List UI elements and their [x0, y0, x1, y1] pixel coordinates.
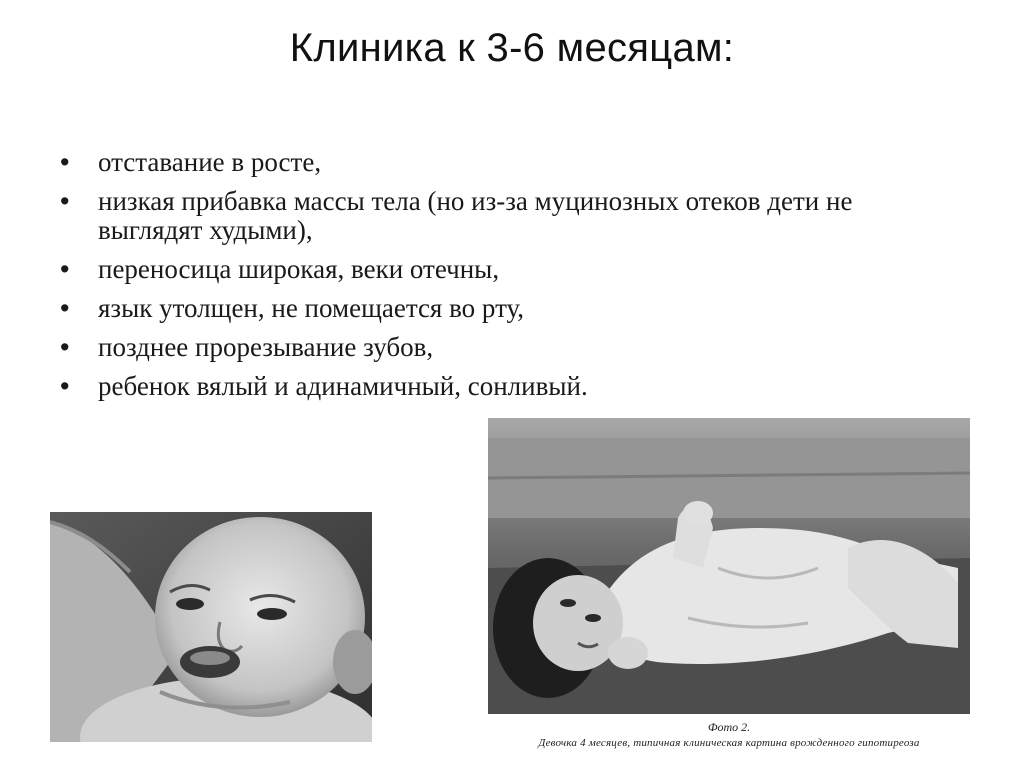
- bullet-item: [60, 255, 960, 284]
- bullet-marker: •: [60, 186, 70, 216]
- slide-title: Клиника к 3-6 месяцам:: [289, 26, 735, 70]
- bullet-text: переносица широкая, веки отечны,: [98, 254, 500, 284]
- bullet-item: [60, 294, 960, 323]
- bullet-text: позднее прорезывание зубов,: [98, 332, 434, 362]
- photo-caption-text: Девочка 4 месяцев, типичная клиническая картина врожденного гипотиреоза: [538, 737, 920, 749]
- bullet-marker: •: [60, 254, 70, 284]
- infant-face-photo: [50, 512, 372, 742]
- bullet-marker: •: [60, 332, 70, 362]
- bullet-text: ребенок вялый и адинамичный, сонливый.: [98, 371, 588, 401]
- bullet-text: низкая прибавка массы тела (но из-за муцинозных отеков дети не выглядят худыми),: [98, 186, 853, 245]
- bullet-item: [60, 372, 960, 401]
- infant-lying-illustration: [488, 418, 970, 714]
- bullet-item: [60, 187, 960, 245]
- infant-face-illustration: [50, 512, 372, 742]
- bullet-item: [60, 148, 960, 177]
- bullet-item: [60, 333, 960, 362]
- bullet-marker: •: [60, 147, 70, 177]
- bullet-marker: •: [60, 293, 70, 323]
- bullet-text: отставание в росте,: [98, 147, 322, 177]
- photo-caption-number: Фото 2.: [707, 720, 751, 734]
- bullet-list: [60, 148, 960, 411]
- bullet-text: язык утолщен, не помещается во рту,: [98, 293, 525, 323]
- bullet-marker: •: [60, 371, 70, 401]
- infant-lying-photo: [488, 418, 970, 714]
